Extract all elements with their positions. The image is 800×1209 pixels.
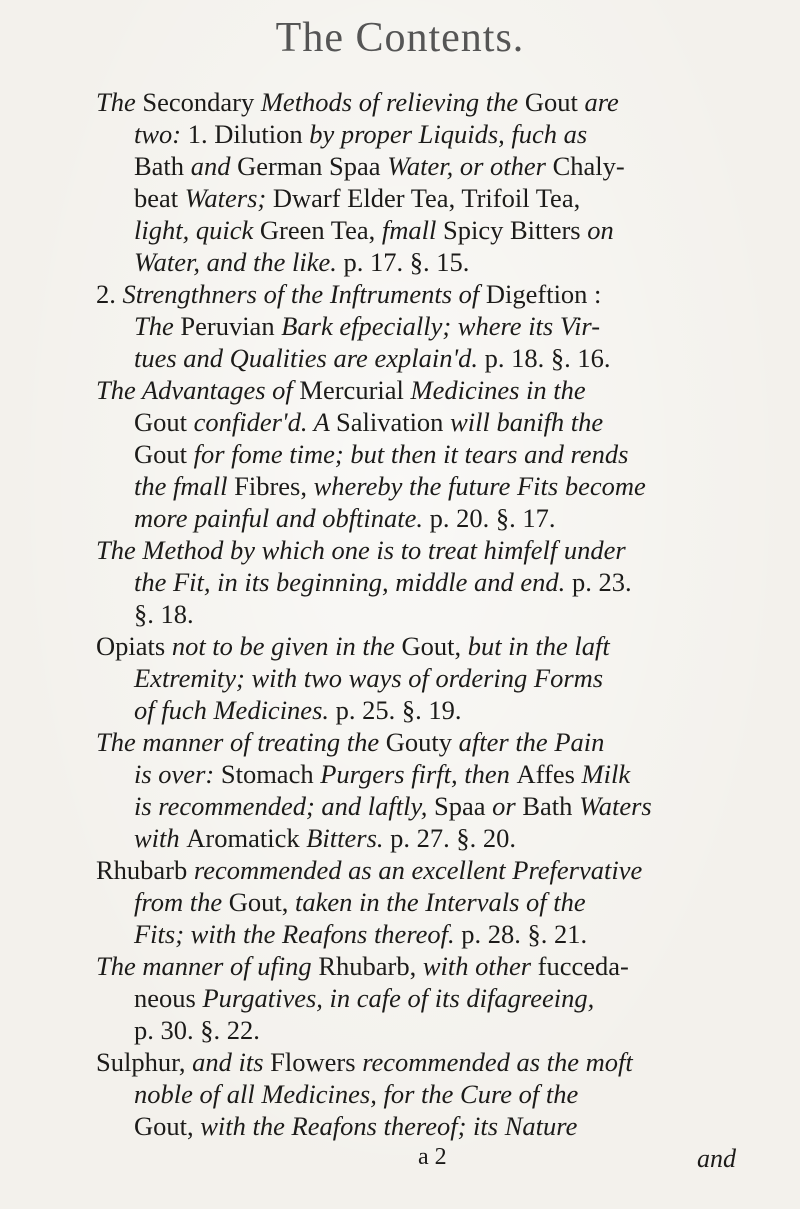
contents-line [96, 214, 736, 246]
text-segment: p. 27. §. 20. [390, 823, 517, 853]
text-segment: p. 23. [571, 567, 632, 597]
contents-line [96, 182, 736, 214]
text-segment: German Spaa [237, 151, 388, 181]
text-segment: recommended as an excellent Prefervative [193, 855, 643, 885]
text-segment: Bark efpecially; where its Vir- [281, 311, 601, 341]
text-segment: with other [422, 951, 538, 981]
text-segment: are [584, 87, 619, 117]
text-segment: The [96, 87, 143, 117]
text-segment: recommended as the moft [362, 1047, 633, 1077]
contents-line [96, 1110, 736, 1142]
text-segment: Sulphur, [96, 1047, 193, 1077]
text-segment: Green Tea, [259, 215, 382, 245]
text-segment: Purgatives, in cafe of its difagreeing, [202, 983, 595, 1013]
contents-list [96, 86, 736, 1142]
text-segment: p. 30. §. 22. [134, 1015, 260, 1045]
contents-line [96, 662, 736, 694]
text-segment: Water, or other [387, 151, 553, 181]
text-segment: Fibres, [234, 471, 314, 501]
text-segment: p. 25. §. 19. [335, 695, 462, 725]
text-segment: The manner of ufing [96, 951, 319, 981]
text-segment: Affes [516, 759, 582, 789]
catchword: and [697, 1144, 736, 1173]
text-segment: light, quick [134, 215, 260, 245]
contents-line [96, 278, 736, 310]
text-segment: Chaly- [552, 151, 625, 181]
text-segment: the Fit, in its beginning, middle and end. [134, 567, 572, 597]
text-segment: on [587, 215, 614, 245]
text-segment: Salivation [335, 407, 451, 437]
text-segment: Gout, [228, 887, 295, 917]
text-segment: noble of all Medicines, for the Cure of the [134, 1079, 579, 1109]
text-segment: Mercurial [299, 375, 411, 405]
text-segment: Gout [524, 87, 585, 117]
text-segment: for fome time; but then it tears and rends [193, 439, 629, 469]
text-segment: The Advantages of [96, 375, 300, 405]
text-segment: with [134, 823, 187, 853]
text-segment: Extremity; with two ways of ordering Forms [134, 663, 604, 693]
text-segment: p. 18. §. 16. [484, 343, 611, 373]
contents-line [96, 982, 736, 1014]
contents-line [96, 1014, 736, 1046]
contents-line [96, 886, 736, 918]
page-footer [96, 1144, 736, 1178]
contents-line [96, 502, 736, 534]
text-segment: Spicy Bitters [442, 215, 588, 245]
text-segment: Gout [134, 407, 194, 437]
text-segment: taken in the Intervals of the [294, 887, 586, 917]
text-segment: Bitters. [306, 823, 391, 853]
text-segment: p. 28. §. 21. [461, 919, 588, 949]
text-segment: Spaa [434, 791, 493, 821]
contents-line [96, 438, 736, 470]
text-segment: but in the laft [467, 631, 610, 661]
text-segment: is recommended; and laftly, [134, 791, 435, 821]
text-segment: will banifh the [450, 407, 604, 437]
text-segment: Dwarf Elder Tea, Trifoil Tea, [272, 183, 581, 213]
text-segment: The Method by which one is to treat himfelf under [96, 535, 626, 565]
contents-line [96, 1046, 736, 1078]
contents-line [96, 1078, 736, 1110]
text-segment: Rhubarb [96, 855, 194, 885]
text-segment: Opiats [96, 631, 172, 661]
text-segment: p. 20. §. 17. [429, 503, 556, 533]
text-segment: and [190, 151, 238, 181]
text-segment: is over: [134, 759, 221, 789]
text-segment: Strengthners of the Inftruments of [122, 279, 486, 309]
text-segment: from the [134, 887, 229, 917]
text-segment: Gout, [134, 1111, 201, 1141]
text-segment: The manner of treating the [96, 727, 386, 757]
page-header: The Contents. [275, 15, 525, 61]
text-segment: Stomach [220, 759, 321, 789]
contents-line [96, 630, 736, 662]
text-segment: p. 17. §. 15. [343, 247, 470, 277]
text-segment: Milk [581, 759, 631, 789]
text-segment: by proper Liquids, fuch as [309, 119, 588, 149]
contents-line [96, 918, 736, 950]
text-segment: Waters [579, 791, 652, 821]
contents-line [96, 150, 736, 182]
contents-line [96, 694, 736, 726]
text-segment: after the Pain [458, 727, 605, 757]
contents-line [96, 342, 736, 374]
text-segment: Purgers firft, then [320, 759, 517, 789]
text-segment: Gouty [385, 727, 459, 757]
text-segment: The [134, 311, 181, 341]
text-segment: Medicines in the [410, 375, 586, 405]
text-segment: Waters; [184, 183, 273, 213]
text-segment: Bath [134, 151, 191, 181]
contents-line [96, 790, 736, 822]
text-segment: of fuch Medicines. [134, 695, 336, 725]
contents-line [96, 470, 736, 502]
contents-line [96, 854, 736, 886]
text-segment: Gout [134, 439, 194, 469]
text-segment: 1. Dilution [187, 119, 310, 149]
contents-line [96, 822, 736, 854]
text-segment: tues and Qualities are explain'd. [134, 343, 485, 373]
text-segment: Gout, [401, 631, 468, 661]
contents-line [96, 86, 736, 118]
contents-line [96, 246, 736, 278]
text-segment: Aromatick [186, 823, 307, 853]
text-segment: with the Reafons thereof; its Nature [200, 1111, 578, 1141]
text-segment: more painful and obftinate. [134, 503, 430, 533]
text-segment: the fmall [134, 471, 235, 501]
text-segment: fucceda- [537, 951, 629, 981]
text-segment: Digeftion : [485, 279, 602, 309]
contents-line [96, 310, 736, 342]
contents-line [96, 758, 736, 790]
text-segment: Rhubarb, [318, 951, 423, 981]
text-segment: Water, and the like. [134, 247, 344, 277]
text-segment: not to be given in the [171, 631, 402, 661]
text-segment: neous [134, 983, 203, 1013]
contents-line [96, 950, 736, 982]
contents-line [96, 726, 736, 758]
contents-line [96, 118, 736, 150]
text-segment: fmall [381, 215, 443, 245]
contents-line [96, 534, 736, 566]
text-segment: two: [134, 119, 188, 149]
text-segment: or [492, 791, 523, 821]
text-segment: confider'd. A [193, 407, 336, 437]
text-segment: whereby the future Fits become [313, 471, 646, 501]
text-segment: Peruvian [180, 311, 282, 341]
text-segment: Methods of relieving the [260, 87, 525, 117]
contents-line [96, 374, 736, 406]
text-segment: Fits; with the Reafons thereof. [134, 919, 462, 949]
text-segment: Secondary [142, 87, 261, 117]
signature-mark: a 2 [418, 1144, 447, 1170]
text-segment: §. 18. [134, 599, 194, 629]
contents-line [96, 406, 736, 438]
contents-line [96, 566, 736, 598]
text-segment: 2. [96, 279, 123, 309]
text-segment: Flowers [270, 1047, 363, 1077]
text-segment: beat [134, 183, 185, 213]
contents-line [96, 598, 736, 630]
text-segment: and its [192, 1047, 271, 1077]
text-segment: Bath [522, 791, 580, 821]
